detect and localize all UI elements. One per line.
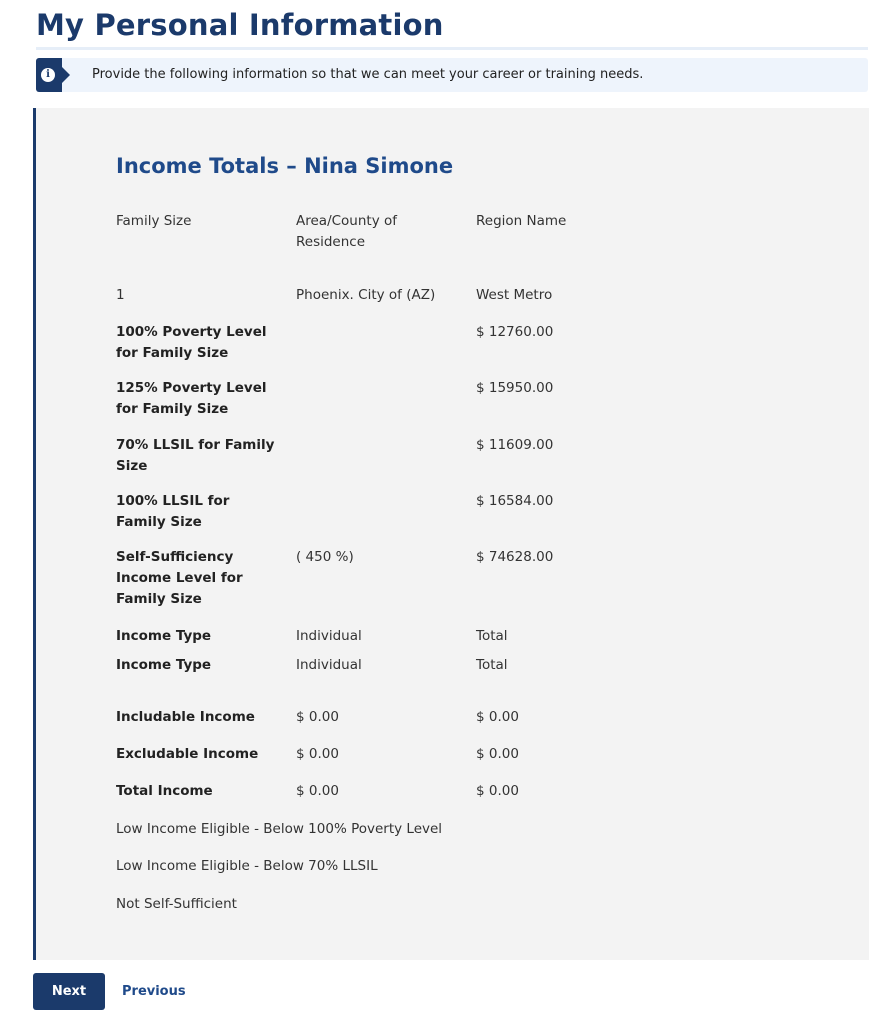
level-label: 100% LLSIL for Family Size: [116, 493, 230, 530]
region-value: West Metro: [476, 287, 553, 303]
info-icon: i: [41, 68, 55, 82]
status-line: Low Income Eligible - Below 70% LLSIL: [116, 858, 378, 874]
income-type-total: Total: [476, 657, 508, 673]
next-button[interactable]: Next: [33, 973, 105, 1010]
excludable-income-total: $ 0.00: [476, 746, 519, 762]
income-type-label: Income Type: [116, 657, 212, 673]
page-title: My Personal Information: [36, 8, 444, 42]
level-value: $ 15950.00: [476, 380, 554, 396]
income-type-total: Total: [476, 628, 508, 644]
total-income-total: $ 0.00: [476, 783, 519, 799]
status-line: Low Income Eligible - Below 100% Poverty Level: [116, 821, 443, 837]
family-size-value: 1: [116, 287, 125, 303]
column-header-area: Area/County of Residence: [296, 213, 397, 250]
includable-income-individual: $ 0.00: [296, 709, 339, 725]
status-line: Not Self-Sufficient: [116, 896, 237, 912]
includable-income-label: Includable Income: [116, 709, 255, 725]
level-value: $ 11609.00: [476, 437, 554, 453]
income-type-individual: Individual: [296, 657, 362, 673]
level-label: 100% Poverty Level for Family Size: [116, 324, 267, 361]
income-totals-title: Income Totals – Nina Simone: [116, 154, 454, 178]
info-banner-text: Provide the following information so that we can meet your career or training needs.: [92, 67, 644, 82]
title-divider: [36, 47, 868, 50]
previous-link[interactable]: Previous: [122, 984, 186, 999]
column-header-region: Region Name: [476, 213, 567, 229]
info-banner: [36, 58, 868, 92]
column-header-family-size: Family Size: [116, 213, 192, 229]
info-badge: [36, 58, 62, 92]
level-label: 125% Poverty Level for Family Size: [116, 380, 267, 417]
level-value: $ 74628.00: [476, 549, 554, 565]
total-income-individual: $ 0.00: [296, 783, 339, 799]
level-label: Self-Sufficiency Income Level for Family Size: [116, 549, 243, 607]
level-value: $ 16584.00: [476, 493, 554, 509]
total-income-label: Total Income: [116, 783, 213, 799]
area-value: Phoenix. City of (AZ): [296, 287, 436, 303]
excludable-income-label: Excludable Income: [116, 746, 259, 762]
excludable-income-individual: $ 0.00: [296, 746, 339, 762]
level-label: 70% LLSIL for Family Size: [116, 437, 275, 474]
income-type-individual: Individual: [296, 628, 362, 644]
self-sufficiency-percent: ( 450 %): [296, 549, 354, 565]
includable-income-total: $ 0.00: [476, 709, 519, 725]
level-value: $ 12760.00: [476, 324, 554, 340]
income-totals-panel: [33, 108, 869, 960]
income-type-label: Income Type: [116, 628, 212, 644]
